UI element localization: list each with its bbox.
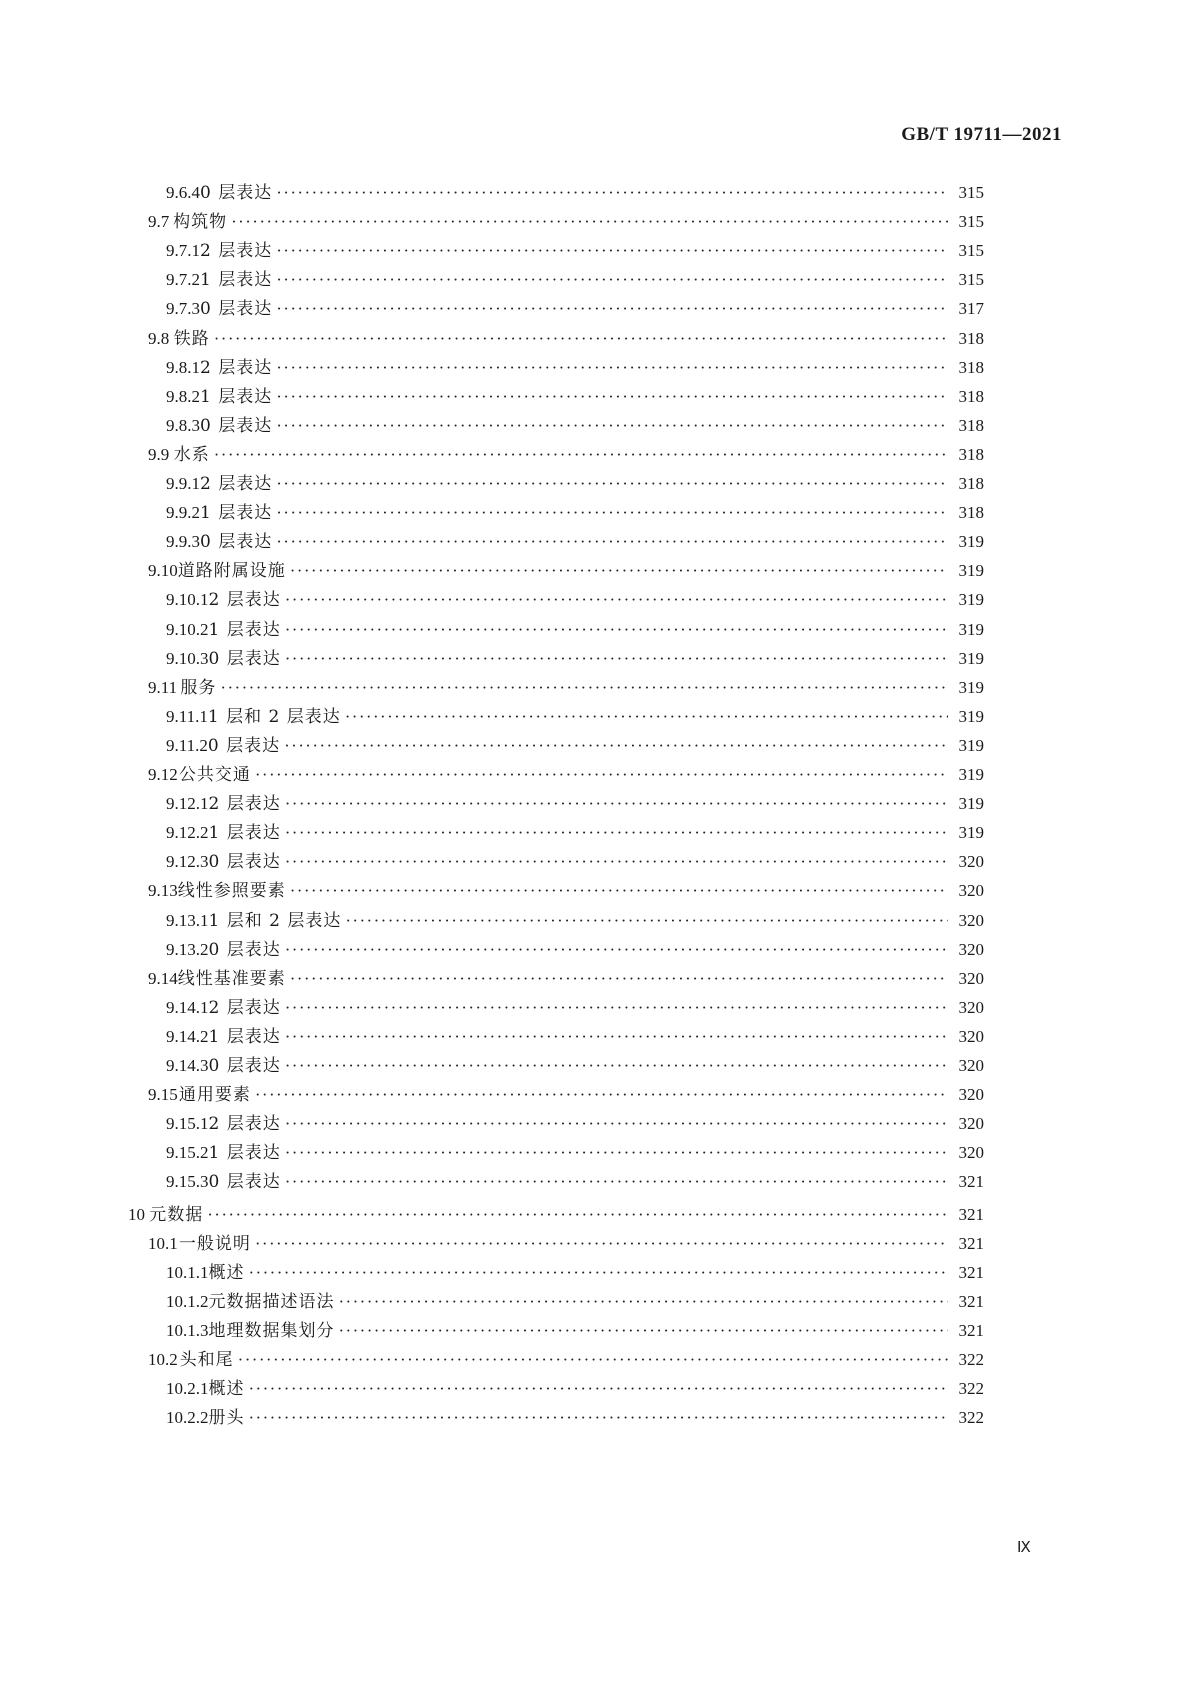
toc-entry[interactable] [148, 440, 984, 470]
dot-leader [290, 964, 948, 994]
toc-entry-page: 318 [958, 386, 984, 406]
toc-entry[interactable] [148, 760, 984, 790]
toc-entry-title: 1 层表达 [200, 386, 273, 407]
toc-entry-number: 10.2.1 [166, 1379, 209, 1399]
toc-entry-number: 9.11.2 [166, 735, 208, 755]
toc-entry-number: 9.12.1 [166, 794, 209, 814]
toc-entry-title: 0 层表达 [200, 532, 273, 553]
dot-leader [276, 469, 948, 499]
toc-entry[interactable] [166, 1167, 984, 1197]
toc-entry-page: 321 [958, 1172, 984, 1192]
toc-entry-title: 0 层表达 [207, 735, 281, 756]
toc-entry-number: 9.12.2 [166, 823, 209, 843]
dot-leader [339, 1287, 949, 1317]
dot-leader [249, 1258, 949, 1288]
toc-entry[interactable] [166, 1258, 984, 1288]
toc-entry-title: 2 层表达 [200, 474, 273, 494]
toc-entry-page: 320 [958, 1026, 984, 1046]
toc-entry-number: 10.2.2 [166, 1408, 209, 1428]
toc-entry-number: 9.15.2 [166, 1143, 209, 1163]
toc-entry-page: 317 [958, 299, 984, 319]
toc-entry-number: 9.9.2 [166, 503, 200, 523]
toc-entry-page: 320 [958, 1143, 984, 1163]
toc-entry[interactable] [166, 644, 984, 674]
toc-entry[interactable] [166, 382, 984, 412]
toc-entry[interactable] [166, 1316, 984, 1346]
toc-entry-number: 9.13 [148, 881, 178, 901]
toc-entry-number: 9.10.2 [166, 619, 209, 639]
toc-entry[interactable] [166, 178, 984, 208]
toc-entry-number: 9.11 [148, 677, 178, 697]
toc-entry[interactable] [166, 1403, 984, 1433]
toc-entry-page: 319 [958, 823, 984, 843]
toc-entry-number: 10.2 [148, 1350, 178, 1369]
toc-entry-number: 9.13.2 [166, 939, 209, 959]
toc-entry-page: 319 [958, 765, 984, 784]
toc-entry[interactable] [128, 1200, 984, 1230]
toc-entry[interactable] [166, 1051, 984, 1081]
toc-entry-number: 9.10.3 [166, 648, 209, 668]
toc-entry-number: 9.7 [148, 212, 170, 232]
toc-entry-title: 0 层表达 [208, 1056, 281, 1076]
dot-leader [238, 1345, 948, 1375]
toc-entry-page: 315 [958, 183, 984, 202]
dot-leader [276, 265, 948, 295]
toc-entry-title: 2 层表达 [208, 590, 281, 611]
toc-entry[interactable] [148, 1345, 984, 1375]
toc-entry-page: 319 [958, 706, 984, 726]
toc-entry-title: 元数据描述语法 [208, 1291, 335, 1312]
toc-entry-page: 318 [958, 503, 984, 523]
dot-leader [285, 993, 948, 1023]
toc-entry[interactable] [166, 789, 984, 819]
toc-entry-number: 10.1 [148, 1233, 178, 1253]
dot-leader [290, 876, 948, 906]
toc-entry-page: 319 [958, 794, 984, 814]
toc-entry-page: 321 [958, 1320, 984, 1340]
toc-entry-page: 318 [958, 415, 984, 435]
dot-leader [285, 1138, 948, 1168]
toc-entry[interactable] [166, 498, 984, 528]
toc-entry-number: 9.15.3 [166, 1172, 209, 1192]
toc-entry-title: 0 层表达 [208, 648, 281, 669]
toc-entry-page: 320 [958, 1085, 984, 1105]
toc-entry-page: 319 [958, 648, 984, 668]
toc-entry-page: 321 [958, 1233, 984, 1253]
toc-entry[interactable] [166, 906, 984, 936]
toc-entry[interactable] [166, 818, 984, 848]
dot-leader [345, 702, 948, 732]
toc-entry-number: 10.1.1 [166, 1262, 209, 1282]
toc-entry-title: 线性参照要素 [177, 881, 286, 902]
toc-entry-title: 通用要素 [178, 1085, 251, 1106]
toc-entry-page: 319 [958, 677, 984, 697]
dot-leader [285, 818, 948, 848]
toc-entry[interactable] [148, 556, 984, 586]
toc-entry-number: 9.12 [148, 765, 178, 784]
toc-entry-title: 1 层表达 [208, 823, 281, 844]
dot-leader [285, 1109, 948, 1139]
toc-entry-title: 0 层表达 [208, 939, 281, 960]
dot-leader [276, 294, 948, 324]
toc-entry-number: 9.10.1 [166, 590, 209, 610]
dot-leader [345, 906, 948, 936]
toc-entry-title: 2 层表达 [208, 1114, 281, 1135]
toc-entry-title: 头和尾 [179, 1350, 234, 1370]
toc-entry-title: 水系 [173, 444, 210, 465]
toc-entry-number: 9.9.1 [166, 474, 200, 493]
toc-entry-number: 9.14.2 [166, 1026, 209, 1046]
dot-leader [249, 1403, 949, 1433]
toc-entry[interactable] [166, 1374, 984, 1404]
toc-entry-title: 2 层表达 [208, 794, 281, 815]
dot-leader [214, 440, 948, 470]
toc-entry-number: 9.14.3 [166, 1056, 209, 1075]
toc-entry-title: 服务 [180, 677, 217, 698]
dot-leader [285, 585, 948, 615]
toc-entry-title: 一般说明 [178, 1233, 251, 1254]
toc-entry-page: 322 [958, 1408, 984, 1428]
dot-leader [214, 324, 948, 354]
toc-entry[interactable] [148, 876, 984, 906]
dot-leader [220, 673, 948, 703]
toc-entry-number: 9.13.1 [166, 910, 209, 930]
page-number: Ⅸ [1017, 1540, 1031, 1556]
toc-entry-page: 320 [958, 939, 984, 959]
dot-leader [285, 1167, 948, 1197]
toc-entry-page: 320 [958, 1114, 984, 1134]
dot-leader [285, 615, 948, 645]
toc-entry-number: 9.14.1 [166, 997, 209, 1017]
toc-entry-number: 9.8.3 [166, 415, 200, 435]
standard-code: GB/T 19711—2021 [901, 124, 1062, 145]
toc-entry-number: 9.7.1 [166, 241, 200, 261]
dot-leader [276, 498, 948, 528]
toc-entry-page: 322 [958, 1379, 984, 1399]
toc-entry-title: 0 层表达 [200, 183, 273, 203]
toc-entry[interactable] [166, 411, 984, 441]
dot-leader [249, 1374, 949, 1404]
toc-entry[interactable] [166, 847, 984, 877]
toc-entry-number: 9.6.4 [166, 183, 200, 202]
toc-entry-title: 2 层表达 [208, 997, 281, 1018]
toc-entry-title: 2 层表达 [200, 241, 273, 262]
toc-entry-page: 319 [958, 532, 984, 552]
toc-entry-number: 9.7.2 [166, 270, 200, 290]
toc-entry-title: 1 层表达 [200, 270, 273, 291]
toc-entry[interactable] [166, 615, 984, 645]
dot-leader [285, 644, 948, 674]
toc-entry[interactable] [148, 1080, 984, 1110]
dot-leader [276, 178, 948, 208]
toc-entry-page: 318 [958, 357, 984, 377]
dot-leader [339, 1316, 949, 1346]
dot-leader [276, 382, 948, 412]
toc-entry-number: 9.15.1 [166, 1114, 209, 1134]
toc-entry[interactable] [166, 702, 984, 732]
toc-entry[interactable] [148, 673, 984, 703]
toc-entry-page: 322 [958, 1350, 984, 1369]
toc-entry[interactable] [166, 469, 984, 499]
toc-entry-title: 2 层表达 [200, 357, 273, 378]
toc-entry-page: 315 [958, 212, 984, 232]
toc-entry-page: 320 [958, 881, 984, 901]
dot-leader [231, 207, 948, 237]
toc-entry[interactable] [166, 294, 984, 324]
toc-entry-number: 10 [128, 1204, 145, 1224]
toc-entry-number: 9.12.3 [166, 852, 209, 872]
dot-leader [276, 353, 948, 383]
toc-entry[interactable] [166, 265, 984, 295]
toc-entry-title: 1 层表达 [208, 1143, 281, 1164]
dot-leader [255, 1080, 948, 1110]
toc-entry[interactable] [166, 1022, 984, 1052]
toc-entry-number: 9.15 [148, 1085, 178, 1105]
toc-entry-number: 9.8.2 [166, 386, 200, 406]
toc-entry-number: 10.1.2 [166, 1291, 209, 1311]
toc-entry-title: 0 层表达 [208, 1172, 281, 1193]
toc-entry-title: 元数据 [149, 1204, 204, 1225]
toc-entry-number: 9.8 [148, 328, 170, 348]
toc-entry[interactable] [148, 964, 984, 994]
toc-entry-number: 9.8.1 [166, 357, 200, 377]
toc-entry-title: 1 层表达 [208, 1026, 281, 1047]
toc-entry-title: 0 层表达 [200, 415, 273, 436]
toc-entry-page: 321 [958, 1204, 984, 1224]
toc-entry-page: 315 [958, 241, 984, 261]
toc-entry[interactable] [166, 1287, 984, 1317]
toc-entry-number: 9.9 [148, 444, 170, 464]
dot-leader [255, 1229, 948, 1259]
dot-leader [285, 1022, 948, 1052]
toc-entry-page: 321 [958, 1262, 984, 1282]
toc-entry-title: 公共交通 [178, 765, 251, 785]
toc-entry-page: 319 [958, 590, 984, 610]
toc-entry-title: 0 层表达 [208, 852, 281, 873]
dot-leader [285, 935, 948, 965]
toc-entry[interactable] [148, 324, 984, 354]
toc-entry-title: 0 层表达 [200, 299, 273, 320]
toc-entry-title: 册头 [208, 1408, 245, 1429]
toc-entry-page: 318 [958, 474, 984, 493]
toc-entry-page: 319 [958, 735, 984, 755]
toc-entry-number: 9.11.1 [166, 706, 208, 726]
toc-entry[interactable] [166, 353, 984, 383]
toc-entry-title: 1 层表达 [200, 503, 273, 524]
dot-leader [255, 760, 948, 790]
toc-entry-title: 1 层表达 [208, 619, 281, 640]
toc-entry[interactable] [166, 1109, 984, 1139]
toc-entry-title: 1 层和 2 层表达 [207, 706, 341, 727]
toc-entry[interactable] [166, 585, 984, 615]
toc-entry-page: 318 [958, 444, 984, 464]
toc-entry-page: 319 [958, 619, 984, 639]
toc-entry-page: 315 [958, 270, 984, 290]
toc-entry-number: 9.9.3 [166, 532, 200, 552]
toc-entry-page: 320 [958, 1056, 984, 1075]
toc-entry-title: 线性基准要素 [177, 968, 286, 989]
toc-entry-title: 1 层和 2 层表达 [208, 910, 342, 931]
toc-entry[interactable] [166, 935, 984, 965]
dot-leader [285, 847, 948, 877]
toc-entry-page: 319 [958, 561, 984, 581]
toc-entry-number: 9.10 [148, 561, 178, 581]
toc-entry-page: 320 [958, 852, 984, 872]
toc-entry-title: 概述 [208, 1379, 245, 1400]
toc-entry[interactable] [148, 1229, 984, 1259]
toc-entry-number: 9.14 [148, 968, 178, 988]
dot-leader [276, 236, 948, 266]
dot-leader [276, 411, 948, 441]
toc-entry[interactable] [166, 527, 984, 557]
toc-entry[interactable] [166, 731, 984, 761]
toc-entry-page: 320 [958, 968, 984, 988]
toc-entry-page: 321 [958, 1291, 984, 1311]
dot-leader [285, 789, 948, 819]
toc-entry[interactable] [166, 1138, 984, 1168]
dot-leader [207, 1200, 948, 1230]
toc-entry-title: 构筑物 [173, 212, 228, 233]
toc-entry-page: 320 [958, 910, 984, 930]
dot-leader [276, 527, 948, 557]
toc-entry-title: 地理数据集划分 [208, 1320, 335, 1341]
toc-entry[interactable] [148, 207, 984, 237]
toc-entry-number: 9.7.3 [166, 299, 200, 319]
toc-entry-page: 320 [958, 997, 984, 1017]
toc-entry[interactable] [166, 236, 984, 266]
toc-entry-page: 318 [958, 328, 984, 348]
toc-entry-title: 道路附属设施 [177, 561, 286, 582]
dot-leader [284, 731, 948, 761]
toc-entry-number: 10.1.3 [166, 1320, 209, 1340]
dot-leader [290, 556, 948, 586]
toc-entry-title: 铁路 [173, 328, 210, 349]
dot-leader [285, 1051, 948, 1081]
toc-entry-title: 概述 [208, 1262, 245, 1283]
toc-entry[interactable] [166, 993, 984, 1023]
